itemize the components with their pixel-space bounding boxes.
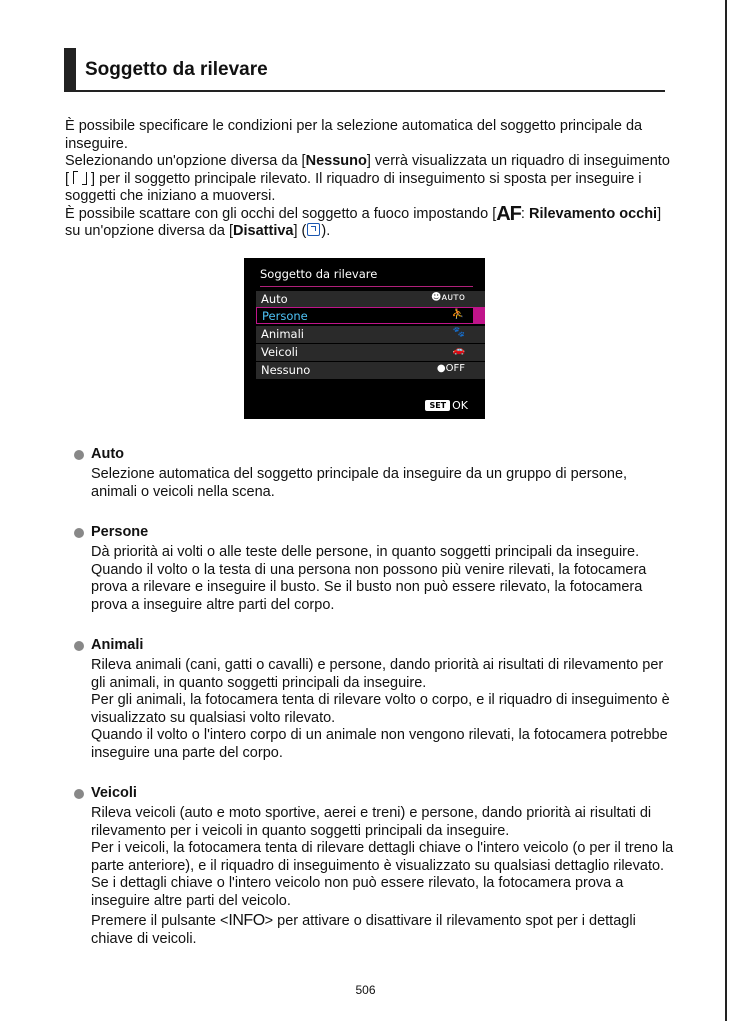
info-text-b: > per attivare o disattivare il rilevamento spot per i dettagli chiave di veicoli. [91,913,636,947]
section-body [91,657,676,762]
intro-p3-a: È possibile scattare con gli occhi del soggetto a fuoco impostando [ [65,205,497,222]
vehicle-icon: 🚗 [452,345,465,356]
off-icon: ●OFF [436,363,465,374]
section-body [91,805,676,948]
section-title-bar [64,48,665,92]
camera-menu-item-label: Veicoli [261,345,298,359]
intro-p3-colon: : [520,205,529,222]
camera-menu-item-animali[interactable] [256,325,485,343]
page-number: 506 [355,983,376,997]
intro-paragraph-2 [65,153,670,206]
person-icon: ⛹ [451,309,464,320]
camera-menu-divider [260,286,473,287]
page-right-edge [725,0,727,1021]
section-paragraph: Se i dettagli chiave o l'intero veicolo non può essere rilevato, la fotocamera prova a inseguire altre parti del veicolo. [91,875,624,909]
intro-p3-c: ] ( [293,223,307,239]
section-body [91,544,676,614]
section-body [91,466,676,501]
intro-p3-bold: Rilevamento occhi [528,205,658,222]
section-heading: Veicoli [91,785,137,801]
animal-icon: 🐾 [452,327,465,338]
camera-menu-item-label: Animali [261,327,304,341]
title-accent-bar [64,48,76,90]
bullet-icon [74,641,84,651]
info-button-icon: INFO [228,912,265,929]
camera-menu-item-nessuno[interactable] [256,361,485,379]
camera-menu-screenshot [244,258,485,419]
bullet-icon [74,528,84,538]
bullet-icon [74,789,84,799]
camera-menu-item-label: Persone [262,309,308,323]
section-paragraph-info [91,912,676,948]
intro-p2-c: ] per il soggetto principale rilevato. Il riquadro di inseguimento si sposta per inseguire i soggetti che iniziano a muoversi. [65,170,642,204]
info-text-a: Premere il pulsante < [91,913,229,929]
intro-paragraph-3 [65,202,670,241]
intro-text [65,118,670,241]
intro-p3-d: ). [321,223,331,239]
camera-menu-item-persone[interactable] [256,307,485,324]
camera-menu-item-label: Nessuno [261,363,311,377]
section-paragraph: Rileva veicoli (auto e moto sportive, aerei e treni) e persone, dando priorità ai risultati di rilevamento per i veicoli in quanto soggetti principali da inseguire. [91,805,652,839]
auto-subject-icon: ☻ᴀᴜᴛᴏ [430,292,465,303]
intro-p3-bold2: Disattiva [233,223,294,239]
intro-p2-bold: Nessuno [305,153,367,169]
camera-menu-header: Soggetto da rilevare [260,267,378,281]
section-paragraph: Per gli animali, la fotocamera tenta di rilevare volto o corpo, e il riquadro di inseguimento è visualizzato su qualsiasi volto rilevato. [91,692,670,726]
intro-paragraph-1: È possibile specificare le condizioni per la selezione automatica del soggetto principale da inseguire. [65,118,643,152]
page-title: Soggetto da rilevare [85,59,268,80]
section-paragraph: Rileva animali (cani, gatti o cavalli) e persone, dando priorità ai risultati di rilevamento per gli animali, in quanto soggetti principali da inseguire. [91,657,664,691]
section-paragraph: Selezione automatica del soggetto principale da inseguire da un gruppo di persone, animali o veicoli nella scena. [91,466,628,500]
section-paragraph: Quando il volto o l'intero corpo di un animale non vengono rilevati, la fotocamera potrebbe inseguire una parte del corpo. [91,727,668,761]
camera-menu-item-auto[interactable] [256,290,485,308]
set-ok-button[interactable] [425,399,468,412]
section-heading: Auto [91,446,125,462]
set-key-icon: SET [425,400,450,411]
tracking-frame-icon [71,171,89,185]
page-reference-icon[interactable] [307,223,320,236]
section-heading: Animali [91,637,144,653]
af-icon: AF [496,202,521,225]
intro-p2-b: ] verrà visualizzata un riquadro di inseguimento [ [65,153,670,187]
intro-p3-b: ] su un'opzione diversa da [ [65,205,662,239]
camera-menu-item-veicoli[interactable] [256,343,485,361]
intro-p2-a: Selezionando un'opzione diversa da [ [65,153,306,169]
bullet-icon [74,450,84,460]
section-paragraph: Dà priorità ai volti o alle teste delle persone, in quanto soggetti principali da inseguire. Quando il volto o la testa di una persona non possono più venire rilevati, la fotocamera prova a rilevare e inseguire il busto. Se il busto non può essere rilevato, la fotocamera prova a inseguire altre parti del corpo. [91,544,647,613]
section-heading: Persone [91,524,149,540]
section-paragraph: Per i veicoli, la fotocamera tenta di rilevare dettagli chiave o l'intero veicolo (o per il treno la parte anteriore), e il riquadro di inseguimento è visualizzato su qualsiasi dettaglio rilevato. [91,840,674,874]
camera-menu-item-label: Auto [261,292,288,306]
ok-label: OK [452,399,468,412]
